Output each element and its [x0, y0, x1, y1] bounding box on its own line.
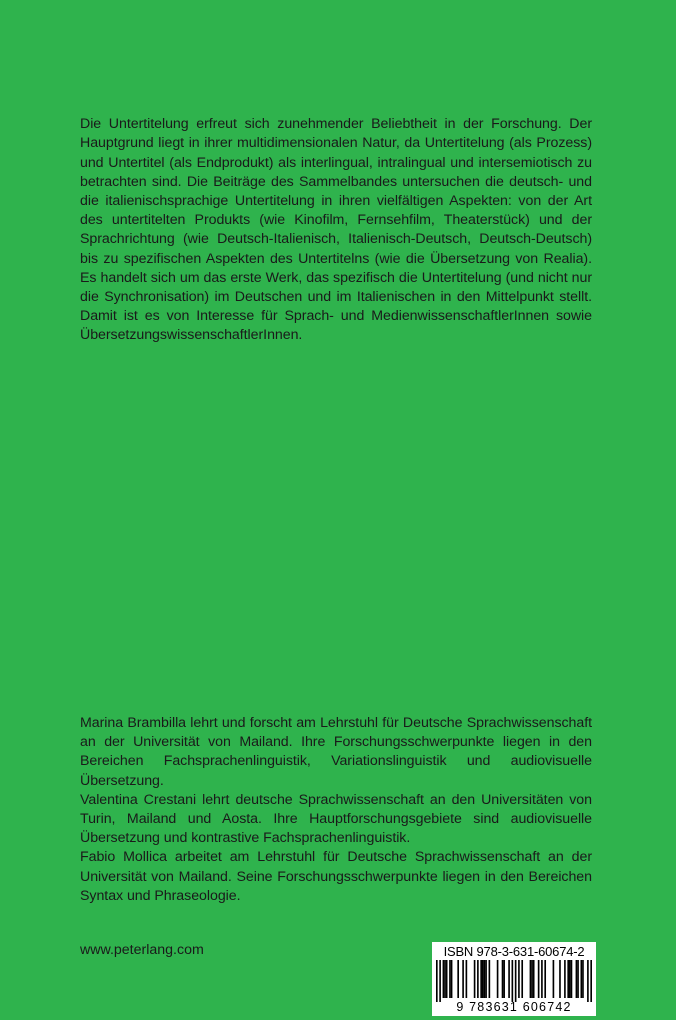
barcode-bar — [503, 960, 505, 998]
barcode-bar — [484, 960, 486, 998]
barcode-bar — [480, 960, 482, 998]
barcode-bar — [466, 960, 468, 998]
barcode-bar — [571, 960, 573, 998]
barcode-bar — [449, 960, 451, 998]
barcode-bar — [541, 960, 543, 998]
barcode-bar — [451, 960, 453, 998]
barcode-bar — [477, 960, 479, 998]
barcode-bar — [482, 960, 484, 998]
author-bio-crestani: Valentina Crestani lehrt deutsche Sprachwissenschaft an den Universitäten von Turin, Mailand und Aosta. Ihre Hauptforschungsgebiete sind audiovisuelle Übersetzung und kontrastive Fachsprachenlinguistik. — [80, 791, 592, 847]
barcode-bar — [443, 960, 445, 998]
barcode-bar — [485, 960, 487, 998]
barcode-bar — [538, 960, 540, 998]
barcode-bar — [576, 960, 578, 998]
barcode — [436, 960, 592, 1002]
barcode-bar — [518, 960, 520, 998]
barcode-bar — [559, 960, 561, 998]
barcode-bar — [590, 960, 592, 1002]
barcode-bar — [553, 960, 555, 998]
barcode-bar — [489, 960, 491, 998]
barcode-bar — [508, 960, 510, 998]
barcode-bar — [577, 960, 579, 998]
barcode-bar — [502, 960, 504, 998]
barcode-bar — [457, 960, 459, 998]
barcode-bar — [569, 960, 571, 998]
barcode-bar — [515, 960, 517, 1002]
barcode-bar — [582, 960, 584, 998]
barcode-bar — [512, 960, 514, 1002]
book-description: Die Untertitelung erfreut sich zunehmender Beliebtheit in der Forschung. Der Hauptgrund liegt in ihrer multidimensionalen Natur, da Untertitelung (als Prozess) und Untertitel (als Endprodukt) als interlingual, intralingual und intersemiotisch zu betrachten sind. Die Beiträge des Sammelbandes untersuchen die deutsch- und die italienischsprachige Untertitelung in ihren vielfältigen Aspekten: von der Art des untertitelten Produkts (wie Kinofilm, Fernsehfilm, Theaterstück) und der Sprachrichtung (wie Deutsch-Italienisch, Italienisch-Deutsch, Deutsch-Deutsch) bis zu spezifischen Aspekten des Untertitelns (wie die Übersetzung von Realia). Es handelt sich um das erste Werk, das spezifisch die Untertitelung (und nicht nur die Synchronisation) im Deutschen und im Italienischen in den Mittelpunkt stellt. Damit ist es von Interesse für Sprach- und MedienwissenschaftlerInnen sowie ÜbersetzungswissenschaftlerInnen. — [80, 116, 592, 344]
barcode-bar — [567, 960, 569, 998]
publisher-website-link[interactable]: www.peterlang.com — [80, 942, 204, 958]
barcode-bar — [446, 960, 448, 998]
barcode-bar — [474, 960, 476, 998]
isbn-label: ISBN 978-3-631-60674-2 — [443, 944, 585, 959]
barcode-bar — [444, 960, 446, 998]
barcode-bar — [497, 960, 499, 998]
author-bios — [80, 714, 592, 906]
barcode-bar — [581, 960, 583, 998]
barcode-bar — [533, 960, 535, 998]
barcode-bar — [587, 960, 589, 1002]
barcode-bar — [531, 960, 533, 998]
barcode-bar — [530, 960, 532, 998]
isbn-barcode-panel — [432, 942, 596, 1016]
barcode-bar — [521, 960, 523, 998]
barcode-digits: 9 783631 606742 — [456, 1000, 572, 1014]
barcode-bar — [462, 960, 464, 998]
author-bio-mollica: Fabio Mollica arbeitet am Lehrstuhl für Deutsche Sprachwissenschaft an der Universität von Mailand. Seine Forschungsschwerpunkte liegen in den Bereichen Syntax und Phraseologie. — [80, 849, 592, 904]
barcode-bar — [436, 960, 438, 1002]
barcode-bar — [564, 960, 566, 998]
barcode-bar — [439, 960, 441, 1002]
author-bio-brambilla: Marina Brambilla lehrt und forscht am Lehrstuhl für Deutsche Sprachwissenschaft an der Universität von Mailand. Ihre Forschungsschwerpunkte liegen in den Bereichen Fachsprachenlinguistik, Variationslinguistik und audiovisuelle Übersetzung. — [80, 715, 592, 789]
barcode-bar — [544, 960, 546, 998]
